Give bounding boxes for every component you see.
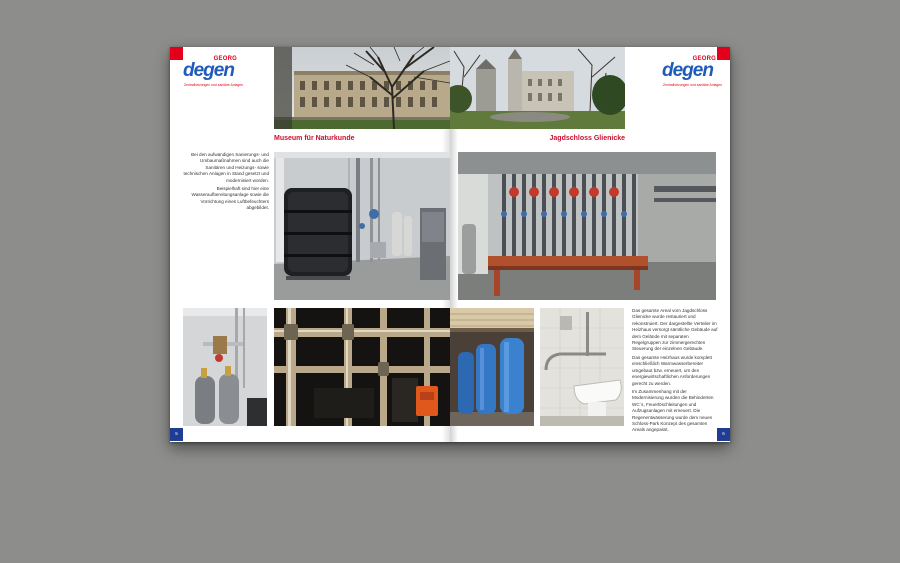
photo-jagdschloss-exterior xyxy=(450,47,625,129)
photo-museum-facade xyxy=(274,47,450,129)
corner-marker-bottom-left xyxy=(170,428,183,441)
photo-accessible-wc xyxy=(540,308,624,426)
logo-tagline: Zentralheizungen und sanitäre Anlagen xyxy=(663,83,723,87)
right-text-paragraph-2: Das gesamte Heizhaus wurde komplett einschließlich Warmwasserbereiter umgebaut bzw. erneuert, um den energiewirtschaftlichen Anforderungen gerecht zu werden. xyxy=(632,355,712,386)
photo-heating-distributor xyxy=(458,152,716,300)
company-logo-left xyxy=(183,56,243,90)
page-number-left: 5 xyxy=(175,431,178,436)
left-text-paragraph-1: Bei den aufwändigen Sanierungs- und Umbaumaßnahmen sind auch die Sanitären und Heizungs- sowie technischen Anlagen in Stand gesetzt und modernisiert worden. xyxy=(183,152,269,183)
corner-marker-bottom-right xyxy=(717,428,730,441)
section-title-museum: Museum für Naturkunde xyxy=(274,135,355,142)
logo-tagline: Zentralheizungen und sanitäre Anlagen xyxy=(184,83,244,87)
corner-marker-top-left xyxy=(170,47,183,60)
page-number-right: 6 xyxy=(722,431,725,436)
logo-name-top: GEORG xyxy=(213,56,237,62)
company-logo-right xyxy=(662,56,722,90)
section-title-jagdschloss: Jagdschloss Glienicke xyxy=(549,135,625,142)
photo-hot-water-tanks xyxy=(450,308,534,426)
photo-humidifier-tanks xyxy=(183,308,267,426)
photo-water-treatment xyxy=(274,152,450,300)
right-text-paragraph-1: Das gesamte Areal vom Jagdschloss Glienicke wurde restauriert und rekonstruiert. Der dargestellte Verteiler im Heizhaus versorgt sämtliche Gebäude auf dem Gelände mit separaten Regelgruppen zur zimmergerechten Steuerung der einzelnen Gebäude. xyxy=(632,308,718,352)
photo-copper-pipes xyxy=(274,308,450,426)
left-text-paragraph-2: Beispielhaft sind hier eine Wasseraufbereitungsanlage sowie die Vorrichtung eines Luftbefeuchters abgebildet. xyxy=(191,186,269,211)
logo-name-main: degen xyxy=(183,60,234,81)
logo-name-main: degen xyxy=(662,60,713,81)
right-text-paragraph-3: Im Zusammenhang mit der Modernisierung wurden die Behinderten WC´s, Feuerlöschleitungen und Aufzugsanlagen mit erneuert. Die Regenentwässerung wurde dem neuen Schloss-Park Konzept des gesamten Areals angepasst. xyxy=(632,389,714,433)
logo-name-top: GEORG xyxy=(692,56,716,62)
